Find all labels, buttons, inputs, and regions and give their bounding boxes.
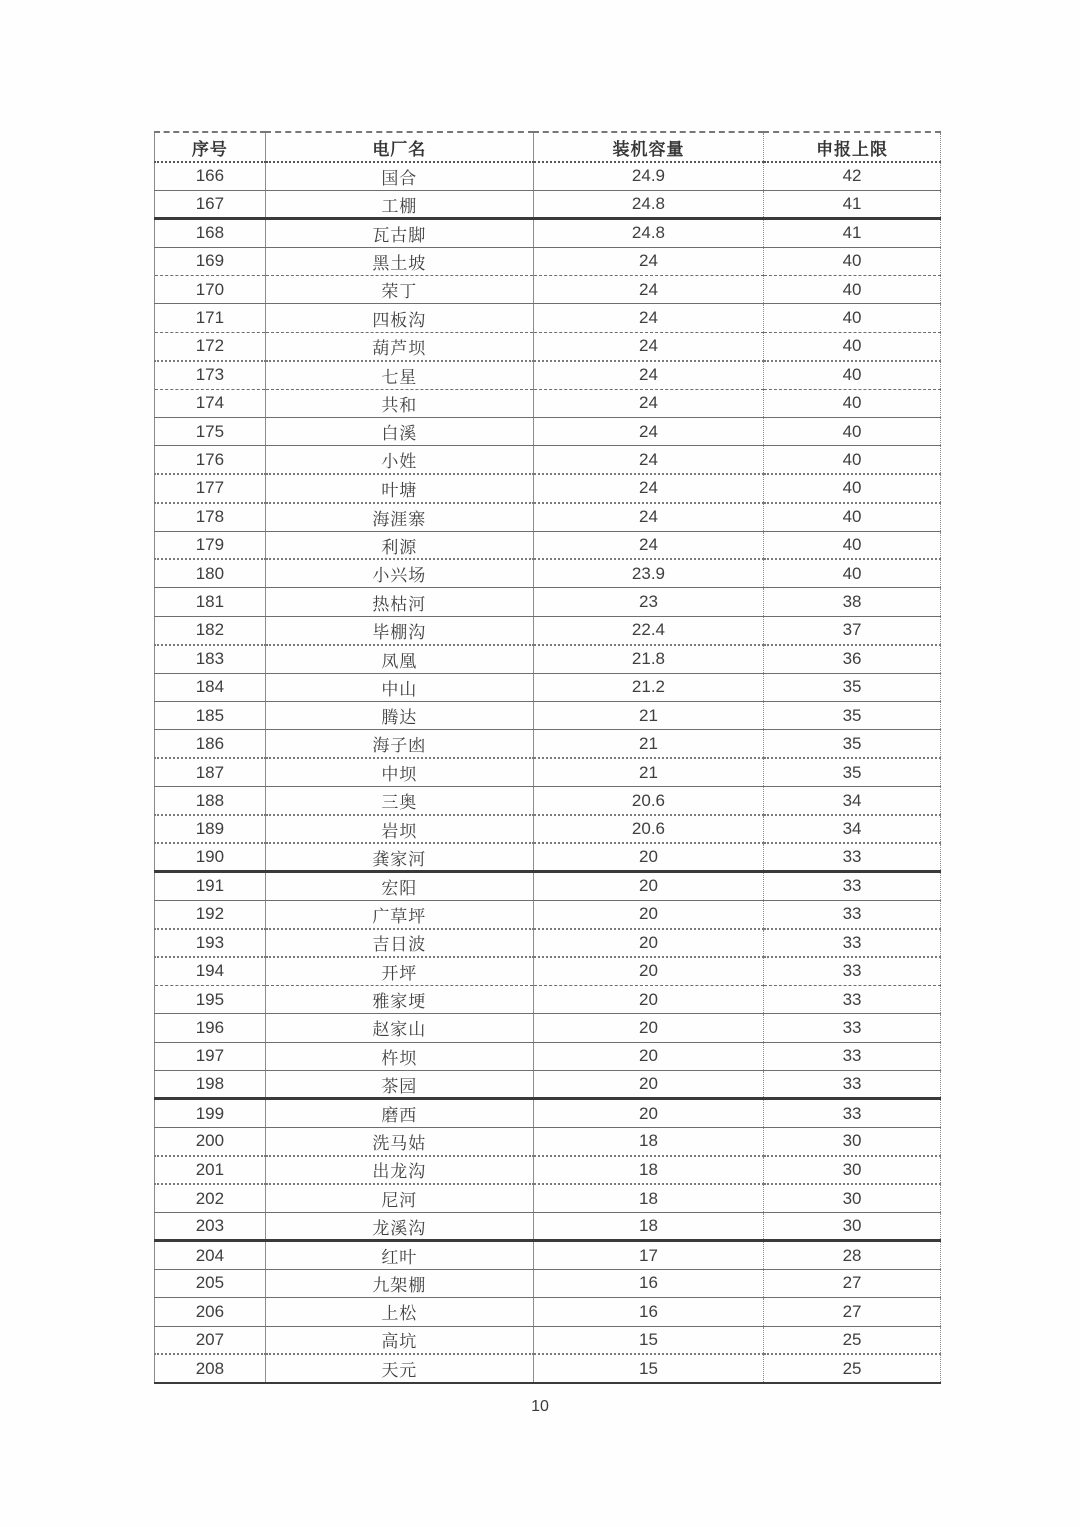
cell-declaration-limit: 30 (764, 1156, 941, 1184)
cell-serial-no: 202 (155, 1184, 266, 1212)
cell-plant-name: 四板沟 (265, 304, 533, 332)
cell-declaration-limit: 40 (764, 389, 941, 417)
cell-plant-name: 赵家山 (265, 1014, 533, 1042)
table-row (155, 815, 941, 843)
cell-declaration-limit: 35 (764, 730, 941, 758)
cell-installed-capacity: 24 (533, 361, 763, 389)
cell-installed-capacity: 21 (533, 758, 763, 786)
col-header-plant-name: 电厂名 (265, 132, 533, 162)
cell-declaration-limit: 33 (764, 1014, 941, 1042)
cell-declaration-limit: 33 (764, 929, 941, 957)
cell-plant-name: 吉日波 (265, 929, 533, 957)
cell-plant-name: 三奥 (265, 787, 533, 815)
cell-installed-capacity: 24 (533, 418, 763, 446)
table-row (155, 361, 941, 389)
cell-declaration-limit: 33 (764, 872, 941, 900)
cell-declaration-limit: 41 (764, 219, 941, 247)
cell-plant-name: 黑土坡 (265, 247, 533, 275)
cell-serial-no: 167 (155, 190, 266, 218)
cell-serial-no: 169 (155, 247, 266, 275)
cell-declaration-limit: 40 (764, 247, 941, 275)
cell-declaration-limit: 30 (764, 1127, 941, 1155)
cell-serial-no: 198 (155, 1071, 266, 1099)
cell-installed-capacity: 17 (533, 1241, 763, 1269)
cell-plant-name: 杵坝 (265, 1042, 533, 1070)
cell-plant-name: 工棚 (265, 190, 533, 218)
cell-declaration-limit: 41 (764, 190, 941, 218)
table-row (155, 332, 941, 360)
cell-plant-name: 荣丁 (265, 276, 533, 304)
cell-installed-capacity: 24 (533, 503, 763, 531)
cell-installed-capacity: 18 (533, 1184, 763, 1212)
table-row (155, 1156, 941, 1184)
cell-installed-capacity: 20 (533, 900, 763, 928)
cell-plant-name: 尼河 (265, 1184, 533, 1212)
cell-declaration-limit: 35 (764, 701, 941, 729)
cell-declaration-limit: 38 (764, 588, 941, 616)
cell-installed-capacity: 20.6 (533, 815, 763, 843)
cell-serial-no: 170 (155, 276, 266, 304)
cell-serial-no: 194 (155, 957, 266, 985)
cell-declaration-limit: 40 (764, 418, 941, 446)
table-row (155, 1212, 941, 1240)
cell-installed-capacity: 16 (533, 1269, 763, 1297)
cell-serial-no: 192 (155, 900, 266, 928)
cell-declaration-limit: 27 (764, 1298, 941, 1326)
cell-serial-no: 182 (155, 616, 266, 644)
cell-installed-capacity: 24 (533, 276, 763, 304)
table-row (155, 162, 941, 190)
table-row (155, 1042, 941, 1070)
table-row (155, 1241, 941, 1269)
cell-serial-no: 171 (155, 304, 266, 332)
table-row (155, 1269, 941, 1297)
cell-plant-name: 利源 (265, 531, 533, 559)
cell-declaration-limit: 25 (842, 1358, 862, 1378)
table-row (155, 758, 941, 786)
cell-installed-capacity: 16 (533, 1298, 763, 1326)
table-row (155, 1014, 941, 1042)
cell-plant-name: 雅家埂 (265, 985, 533, 1013)
cell-installed-capacity: 18 (533, 1156, 763, 1184)
cell-installed-capacity: 21 (533, 701, 763, 729)
cell-declaration-limit: 40 (764, 332, 941, 360)
cell-declaration-limit: 33 (764, 985, 941, 1013)
table-body (155, 162, 941, 1383)
table-row (155, 219, 941, 247)
cell-installed-capacity: 18 (533, 1212, 763, 1240)
cell-serial-no: 172 (155, 332, 266, 360)
cell-plant-name: 红叶 (265, 1241, 533, 1269)
cell-installed-capacity: 23.9 (533, 559, 763, 587)
cell-serial-no: 180 (155, 559, 266, 587)
cell-declaration-limit: 40 (764, 559, 941, 587)
table-row (155, 985, 941, 1013)
table-row (155, 957, 941, 985)
cell-plant-name: 高坑 (265, 1326, 533, 1354)
cell-serial-no: 183 (155, 645, 266, 673)
table-row (155, 418, 941, 446)
cell-serial-no: 187 (155, 758, 266, 786)
cell-plant-name: 国合 (265, 162, 533, 190)
col-header-declaration-limit: 申报上限 (764, 132, 941, 162)
cell-installed-capacity: 21.2 (533, 673, 763, 701)
cell-serial-no: 174 (155, 389, 266, 417)
cell-installed-capacity: 24 (533, 446, 763, 474)
table-row (155, 730, 941, 758)
cell-serial-no: 200 (155, 1127, 266, 1155)
table-row (155, 1326, 941, 1354)
cell-installed-capacity: 21 (533, 730, 763, 758)
cell-serial-no: 176 (155, 446, 266, 474)
cell-serial-no: 166 (155, 162, 266, 190)
cell-plant-name: 中山 (265, 673, 533, 701)
cell-declaration-limit: 33 (764, 1042, 941, 1070)
cell-declaration-limit: 35 (764, 758, 941, 786)
cell-plant-name: 洗马姑 (265, 1127, 533, 1155)
cell-serial-no: 188 (155, 787, 266, 815)
cell-installed-capacity: 20.6 (533, 787, 763, 815)
cell-installed-capacity: 20 (533, 1099, 763, 1127)
cell-installed-capacity: 20 (533, 1071, 763, 1099)
table-row (155, 531, 941, 559)
cell-installed-capacity: 23 (533, 588, 763, 616)
cell-installed-capacity: 21.8 (533, 645, 763, 673)
table-row (155, 1298, 941, 1326)
cell-serial-no: 197 (155, 1042, 266, 1070)
cell-plant-name: 中坝 (265, 758, 533, 786)
cell-declaration-limit: 34 (764, 787, 941, 815)
cell-serial-no: 191 (155, 872, 266, 900)
cell-serial-no: 195 (155, 985, 266, 1013)
cell-declaration-limit: 33 (764, 1099, 941, 1127)
cell-installed-capacity: 20 (533, 872, 763, 900)
cell-plant-name: 上松 (265, 1298, 533, 1326)
cell-serial-no: 196 (155, 1014, 266, 1042)
col-header-serial-no: 序号 (155, 132, 266, 162)
cell-declaration-limit: 30 (764, 1212, 941, 1240)
cell-serial-no: 206 (155, 1298, 266, 1326)
cell-installed-capacity: 20 (533, 985, 763, 1013)
cell-plant-name: 凤凰 (265, 645, 533, 673)
cell-serial-no: 205 (155, 1269, 266, 1297)
cell-plant-name: 瓦古脚 (265, 219, 533, 247)
cell-installed-capacity: 24 (533, 247, 763, 275)
cell-serial-no: 184 (155, 673, 266, 701)
table-row (155, 900, 941, 928)
cell-plant-name: 小姓 (265, 446, 533, 474)
cell-declaration-limit: 33 (764, 900, 941, 928)
cell-installed-capacity: 15 (533, 1326, 763, 1354)
cell-declaration-limit: 27 (764, 1269, 941, 1297)
cell-serial-no: 199 (155, 1099, 266, 1127)
table-row (155, 1354, 941, 1382)
cell-declaration-limit: 40 (764, 304, 941, 332)
cell-installed-capacity: 20 (533, 1014, 763, 1042)
cell-declaration-limit: 34 (764, 815, 941, 843)
cell-installed-capacity: 24 (533, 332, 763, 360)
cell-plant-name: 热枯河 (265, 588, 533, 616)
table-row (155, 1099, 941, 1127)
table-row (155, 276, 941, 304)
cell-declaration-limit: 28 (764, 1241, 941, 1269)
cell-plant-name: 海涯寨 (265, 503, 533, 531)
table-row (155, 389, 941, 417)
table-row (155, 474, 941, 502)
cell-installed-capacity: 22.4 (533, 616, 763, 644)
cell-serial-no: 181 (155, 588, 266, 616)
cell-serial-no: 175 (155, 418, 266, 446)
cell-serial-no: 185 (155, 701, 266, 729)
cell-plant-name: 茶园 (265, 1071, 533, 1099)
cell-declaration-limit: 36 (764, 645, 941, 673)
cell-installed-capacity: 15 (533, 1354, 763, 1382)
cell-installed-capacity: 20 (533, 1042, 763, 1070)
cell-installed-capacity: 24.8 (533, 190, 763, 218)
cell-installed-capacity: 24.8 (533, 219, 763, 247)
cell-installed-capacity: 24 (533, 531, 763, 559)
cell-declaration-limit: 25 (764, 1326, 941, 1354)
cell-plant-name: 出龙沟 (265, 1156, 533, 1184)
cell-serial-no: 208 (155, 1354, 266, 1382)
table-row (155, 588, 941, 616)
cell-declaration-limit: 37 (764, 616, 941, 644)
cell-plant-name: 共和 (265, 389, 533, 417)
table-row (155, 701, 941, 729)
cell-plant-name: 葫芦坝 (265, 332, 533, 360)
cell-declaration-limit: 33 (764, 957, 941, 985)
table-row (155, 247, 941, 275)
table-row (155, 1071, 941, 1099)
table-row (155, 559, 941, 587)
table-row (155, 645, 941, 673)
table-row (155, 616, 941, 644)
cell-serial-no: 168 (155, 219, 266, 247)
cell-serial-no: 203 (155, 1212, 266, 1240)
cell-plant-name: 七星 (265, 361, 533, 389)
cell-installed-capacity: 18 (533, 1127, 763, 1155)
cell-declaration-limit: 30 (764, 1184, 941, 1212)
table-row (155, 673, 941, 701)
cell-declaration-limit: 42 (764, 162, 941, 190)
cell-serial-no: 201 (155, 1156, 266, 1184)
cell-declaration-limit: 40 (764, 446, 941, 474)
table-row (155, 787, 941, 815)
cell-serial-no: 189 (155, 815, 266, 843)
cell-plant-name: 小兴场 (265, 559, 533, 587)
cell-installed-capacity: 20 (533, 843, 763, 871)
cell-installed-capacity: 24 (533, 474, 763, 502)
table-row (155, 446, 941, 474)
cell-plant-name: 龙溪沟 (265, 1212, 533, 1240)
cell-plant-name: 天元 (265, 1354, 533, 1382)
cell-declaration-limit: 40 (764, 276, 941, 304)
cell-serial-no: 190 (155, 843, 266, 871)
cell-serial-no: 193 (155, 929, 266, 957)
cell-declaration-limit: 40 (764, 361, 941, 389)
cell-installed-capacity: 20 (533, 957, 763, 985)
cell-plant-name: 龚家河 (265, 843, 533, 871)
cell-installed-capacity: 24 (533, 304, 763, 332)
cell-declaration-limit: 33 (764, 843, 941, 871)
cell-serial-no: 207 (155, 1326, 266, 1354)
cell-plant-name: 宏阳 (265, 872, 533, 900)
cell-serial-no: 177 (155, 474, 266, 502)
cell-plant-name: 白溪 (265, 418, 533, 446)
table-row (155, 190, 941, 218)
table-row (155, 843, 941, 871)
cell-plant-name: 叶塘 (265, 474, 533, 502)
cell-plant-name: 广草坪 (265, 900, 533, 928)
cell-plant-name: 磨西 (265, 1099, 533, 1127)
cell-declaration-limit: 35 (764, 673, 941, 701)
table-row (155, 503, 941, 531)
cell-installed-capacity: 20 (533, 929, 763, 957)
cell-installed-capacity: 24.9 (533, 162, 763, 190)
table-row (155, 872, 941, 900)
page-number: 10 (531, 1398, 549, 1415)
power-plant-table (154, 131, 941, 1384)
cell-declaration-limit: 40 (764, 531, 941, 559)
table-row (155, 304, 941, 332)
cell-plant-name: 毕棚沟 (265, 616, 533, 644)
table-row (155, 1127, 941, 1155)
cell-plant-name: 开坪 (265, 957, 533, 985)
cell-plant-name: 海子凼 (265, 730, 533, 758)
cell-declaration-limit: 40 (764, 474, 941, 502)
cell-declaration-limit: 33 (764, 1071, 941, 1099)
cell-serial-no: 186 (155, 730, 266, 758)
table-row (155, 1184, 941, 1212)
cell-plant-name: 腾达 (265, 701, 533, 729)
table-header-row (155, 132, 941, 162)
cell-installed-capacity: 24 (533, 389, 763, 417)
cell-plant-name: 九架棚 (265, 1269, 533, 1297)
cell-serial-no: 178 (155, 503, 266, 531)
table-row (155, 929, 941, 957)
cell-plant-name: 岩坝 (265, 815, 533, 843)
col-header-installed-capacity: 装机容量 (533, 132, 763, 162)
cell-serial-no: 204 (155, 1241, 266, 1269)
cell-declaration-limit: 40 (764, 503, 941, 531)
cell-serial-no: 173 (155, 361, 266, 389)
cell-serial-no: 179 (155, 531, 266, 559)
